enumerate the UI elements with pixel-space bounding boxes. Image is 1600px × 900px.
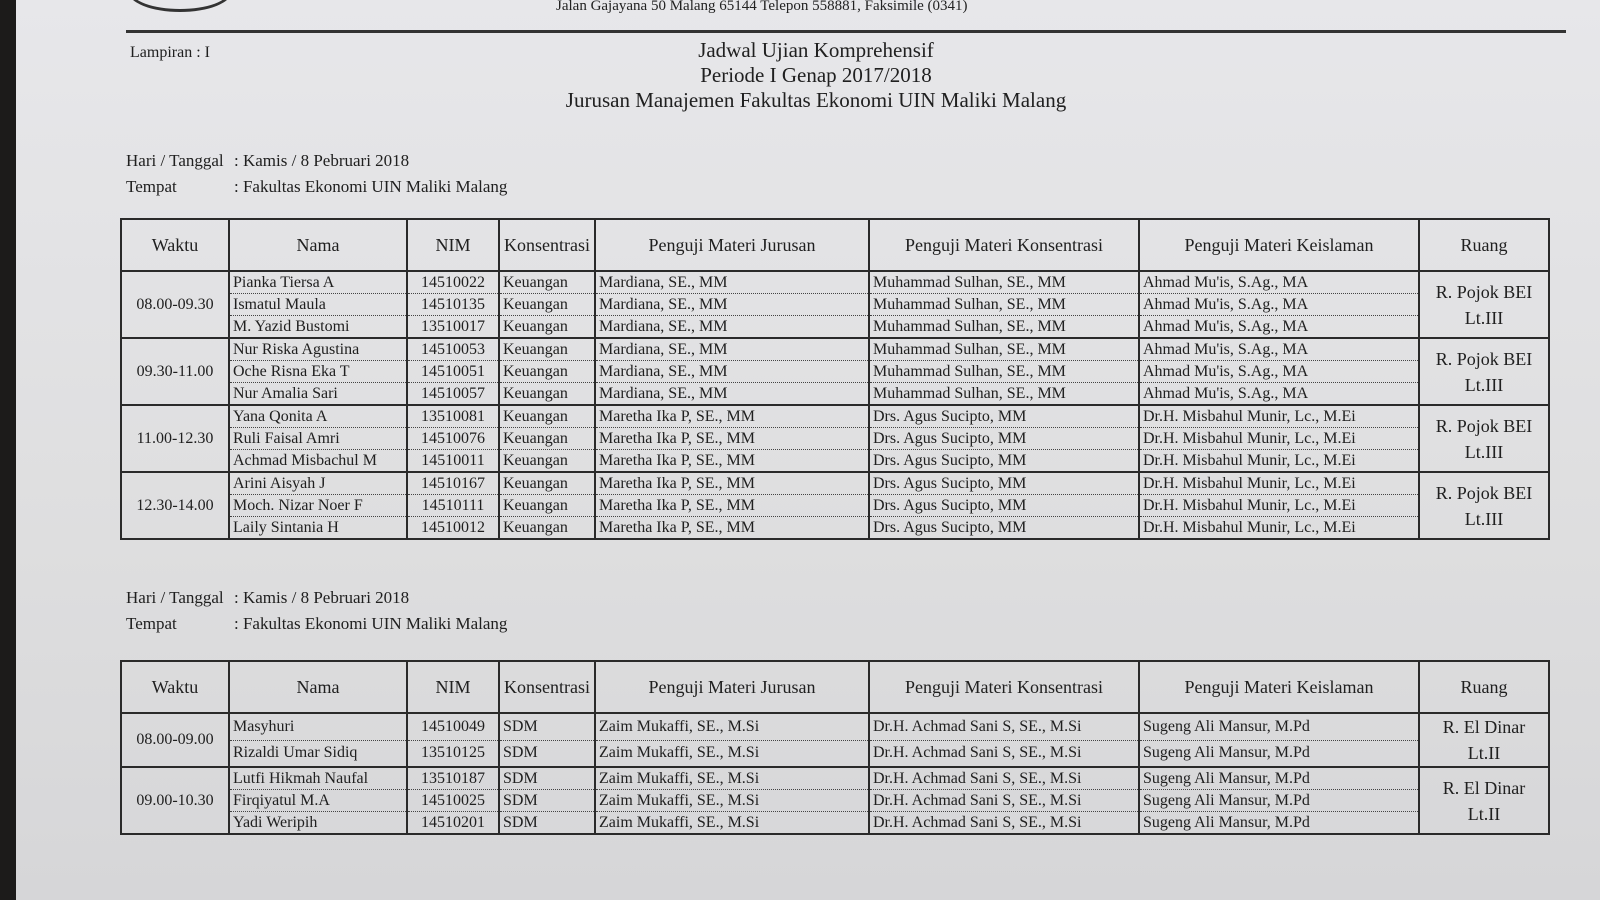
- examiner-konsentrasi: Dr.H. Achmad Sani S, SE., M.Si: [869, 790, 1139, 812]
- room-name: R. Pojok BEI: [1435, 482, 1533, 503]
- examiner-konsentrasi: Drs. Agus Sucipto, MM: [869, 472, 1139, 495]
- schedule-table-1: [120, 218, 1550, 540]
- concentration: SDM: [499, 740, 595, 767]
- col-ruang: Ruang: [1419, 661, 1549, 713]
- table-header-row: [121, 219, 1549, 271]
- examiner-konsentrasi: Drs. Agus Sucipto, MM: [869, 450, 1139, 473]
- col-waktu: Waktu: [121, 661, 229, 713]
- examiner-jurusan: Maretha Ika P, SE., MM: [595, 450, 869, 473]
- table-row: [121, 361, 1549, 383]
- examiner-jurusan: Mardiana, SE., MM: [595, 383, 869, 406]
- time-slot: 12.30-14.00: [121, 472, 229, 539]
- examiner-keislaman: Dr.H. Misbahul Munir, Lc., M.Ei: [1139, 517, 1419, 540]
- col-penguji-jurusan: Penguji Materi Jurusan: [595, 219, 869, 271]
- student-nim: 14510167: [407, 472, 499, 495]
- examiner-keislaman: Sugeng Ali Mansur, M.Pd: [1139, 790, 1419, 812]
- examiner-keislaman: Ahmad Mu'is, S.Ag., MA: [1139, 271, 1419, 294]
- university-logo: [128, 0, 232, 12]
- col-penguji-jurusan: Penguji Materi Jurusan: [595, 661, 869, 713]
- place-label: Tempat: [126, 614, 177, 633]
- examiner-keislaman: Ahmad Mu'is, S.Ag., MA: [1139, 294, 1419, 316]
- room-name: R. Pojok BEI: [1435, 281, 1533, 302]
- examiner-keislaman: Sugeng Ali Mansur, M.Pd: [1139, 740, 1419, 767]
- examiner-konsentrasi: Dr.H. Achmad Sani S, SE., M.Si: [869, 767, 1139, 790]
- examiner-jurusan: Maretha Ika P, SE., MM: [595, 428, 869, 450]
- examiner-jurusan: Zaim Mukaffi, SE., M.Si: [595, 713, 869, 740]
- examiner-keislaman: Ahmad Mu'is, S.Ag., MA: [1139, 316, 1419, 339]
- student-nim: 14510111: [407, 495, 499, 517]
- student-nim: 13510081: [407, 405, 499, 428]
- examiner-jurusan: Zaim Mukaffi, SE., M.Si: [595, 767, 869, 790]
- concentration: Keuangan: [499, 294, 595, 316]
- examiner-konsentrasi: Dr.H. Achmad Sani S, SE., M.Si: [869, 713, 1139, 740]
- time-slot: 09.30-11.00: [121, 338, 229, 405]
- examiner-keislaman: Sugeng Ali Mansur, M.Pd: [1139, 713, 1419, 740]
- col-konsentrasi: Konsentrasi: [499, 661, 595, 713]
- col-nim: NIM: [407, 219, 499, 271]
- student-name: Firqiyatul M.A: [229, 790, 407, 812]
- student-nim: 13510187: [407, 767, 499, 790]
- letterhead-rule: [126, 30, 1566, 33]
- examiner-jurusan: Mardiana, SE., MM: [595, 338, 869, 361]
- concentration: SDM: [499, 767, 595, 790]
- student-name: Laily Sintania H: [229, 517, 407, 540]
- examiner-keislaman: Dr.H. Misbahul Munir, Lc., M.Ei: [1139, 428, 1419, 450]
- examiner-jurusan: Zaim Mukaffi, SE., M.Si: [595, 812, 869, 835]
- concentration: Keuangan: [499, 428, 595, 450]
- student-name: Achmad Misbachul M: [229, 450, 407, 473]
- col-waktu: Waktu: [121, 219, 229, 271]
- examiner-keislaman: Ahmad Mu'is, S.Ag., MA: [1139, 361, 1419, 383]
- concentration: Keuangan: [499, 361, 595, 383]
- examiner-jurusan: Mardiana, SE., MM: [595, 316, 869, 339]
- table-row: [121, 812, 1549, 835]
- col-nama: Nama: [229, 219, 407, 271]
- examiner-konsentrasi: Dr.H. Achmad Sani S, SE., M.Si: [869, 812, 1139, 835]
- letterhead: [16, 0, 1600, 22]
- col-penguji-konsentrasi: Penguji Materi Konsentrasi: [869, 661, 1139, 713]
- concentration: Keuangan: [499, 316, 595, 339]
- concentration: SDM: [499, 713, 595, 740]
- examiner-keislaman: Ahmad Mu'is, S.Ag., MA: [1139, 383, 1419, 406]
- examiner-keislaman: Sugeng Ali Mansur, M.Pd: [1139, 767, 1419, 790]
- examiner-konsentrasi: Dr.H. Achmad Sani S, SE., M.Si: [869, 740, 1139, 767]
- examiner-keislaman: Dr.H. Misbahul Munir, Lc., M.Ei: [1139, 405, 1419, 428]
- col-penguji-keislaman: Penguji Materi Keislaman: [1139, 219, 1419, 271]
- document-page: [16, 0, 1600, 900]
- table-row: [121, 294, 1549, 316]
- examiner-konsentrasi: Muhammad Sulhan, SE., MM: [869, 338, 1139, 361]
- examiner-keislaman: Sugeng Ali Mansur, M.Pd: [1139, 812, 1419, 835]
- examiner-konsentrasi: Muhammad Sulhan, SE., MM: [869, 361, 1139, 383]
- examiner-jurusan: Maretha Ika P, SE., MM: [595, 405, 869, 428]
- student-name: Moch. Nizar Noer F: [229, 495, 407, 517]
- table-row: [121, 740, 1549, 767]
- col-penguji-keislaman: Penguji Materi Keislaman: [1139, 661, 1419, 713]
- room-floor: Lt.III: [1464, 307, 1504, 328]
- examiner-jurusan: Mardiana, SE., MM: [595, 361, 869, 383]
- examiner-konsentrasi: Drs. Agus Sucipto, MM: [869, 405, 1139, 428]
- student-nim: 14510201: [407, 812, 499, 835]
- place-value: : Fakultas Ekonomi UIN Maliki Malang: [234, 177, 508, 196]
- title-line-1: Jadwal Ujian Komprehensif: [698, 38, 934, 62]
- table-row: [121, 405, 1549, 428]
- concentration: Keuangan: [499, 472, 595, 495]
- table-row: [121, 383, 1549, 406]
- student-name: Nur Riska Agustina: [229, 338, 407, 361]
- table-header-row: [121, 661, 1549, 713]
- examiner-jurusan: Mardiana, SE., MM: [595, 294, 869, 316]
- concentration: SDM: [499, 790, 595, 812]
- examiner-jurusan: Zaim Mukaffi, SE., M.Si: [595, 790, 869, 812]
- examiner-konsentrasi: Muhammad Sulhan, SE., MM: [869, 383, 1139, 406]
- student-nim: 14510051: [407, 361, 499, 383]
- room-floor: Lt.III: [1464, 508, 1504, 529]
- attachment-label: Lampiran : I: [130, 44, 210, 61]
- examiner-konsentrasi: Muhammad Sulhan, SE., MM: [869, 294, 1139, 316]
- table-row: [121, 790, 1549, 812]
- table-row: [121, 713, 1549, 740]
- time-slot: 11.00-12.30: [121, 405, 229, 472]
- student-name: Arini Aisyah J: [229, 472, 407, 495]
- student-name: Masyhuri: [229, 713, 407, 740]
- concentration: SDM: [499, 812, 595, 835]
- col-nama: Nama: [229, 661, 407, 713]
- time-slot: 09.00-10.30: [121, 767, 229, 834]
- table-row: [121, 338, 1549, 361]
- student-nim: 13510125: [407, 740, 499, 767]
- student-name: Ismatul Maula: [229, 294, 407, 316]
- examiner-konsentrasi: Drs. Agus Sucipto, MM: [869, 517, 1139, 540]
- col-nim: NIM: [407, 661, 499, 713]
- student-name: Rizaldi Umar Sidiq: [229, 740, 407, 767]
- concentration: Keuangan: [499, 495, 595, 517]
- concentration: Keuangan: [499, 383, 595, 406]
- col-ruang: Ruang: [1419, 219, 1549, 271]
- examiner-konsentrasi: Muhammad Sulhan, SE., MM: [869, 271, 1139, 294]
- table-row: [121, 767, 1549, 790]
- student-name: Nur Amalia Sari: [229, 383, 407, 406]
- student-name: Oche Risna Eka T: [229, 361, 407, 383]
- examiner-jurusan: Mardiana, SE., MM: [595, 271, 869, 294]
- student-nim: 14510022: [407, 271, 499, 294]
- table-row: [121, 472, 1549, 495]
- day-date-label: Hari / Tanggal: [126, 588, 224, 607]
- schedule-body-2: [121, 713, 1549, 834]
- student-nim: 14510057: [407, 383, 499, 406]
- concentration: Keuangan: [499, 338, 595, 361]
- student-nim: 14510025: [407, 790, 499, 812]
- examiner-keislaman: Ahmad Mu'is, S.Ag., MA: [1139, 338, 1419, 361]
- student-name: Pianka Tiersa A: [229, 271, 407, 294]
- student-nim: 13510017: [407, 316, 499, 339]
- room-name: R. Pojok BEI: [1435, 415, 1533, 436]
- examiner-jurusan: Maretha Ika P, SE., MM: [595, 472, 869, 495]
- section2-meta: [126, 585, 507, 637]
- title-line-3: Jurusan Manajemen Fakultas Ekonomi UIN Maliki Malang: [565, 88, 1067, 112]
- examiner-jurusan: Maretha Ika P, SE., MM: [595, 517, 869, 540]
- table-row: [121, 271, 1549, 294]
- room-name: R. El Dinar: [1442, 777, 1526, 798]
- room-floor: Lt.II: [1467, 803, 1501, 824]
- document-title: [486, 38, 1146, 113]
- room: [1419, 472, 1549, 539]
- time-slot: 08.00-09.00: [121, 713, 229, 767]
- student-name: Lutfi Hikmah Naufal: [229, 767, 407, 790]
- examiner-jurusan: Maretha Ika P, SE., MM: [595, 495, 869, 517]
- schedule-table-2: [120, 660, 1550, 835]
- student-name: Ruli Faisal Amri: [229, 428, 407, 450]
- student-nim: 14510012: [407, 517, 499, 540]
- table-row: [121, 428, 1549, 450]
- room-floor: Lt.III: [1464, 374, 1504, 395]
- student-nim: 14510053: [407, 338, 499, 361]
- room-floor: Lt.III: [1464, 441, 1504, 462]
- room: [1419, 271, 1549, 338]
- student-name: M. Yazid Bustomi: [229, 316, 407, 339]
- examiner-keislaman: Dr.H. Misbahul Munir, Lc., M.Ei: [1139, 495, 1419, 517]
- examiner-keislaman: Dr.H. Misbahul Munir, Lc., M.Ei: [1139, 472, 1419, 495]
- table-row: [121, 316, 1549, 339]
- student-name: Yadi Weripih: [229, 812, 407, 835]
- concentration: Keuangan: [499, 450, 595, 473]
- room: [1419, 405, 1549, 472]
- time-slot: 08.00-09.30: [121, 271, 229, 338]
- concentration: Keuangan: [499, 271, 595, 294]
- student-nim: 14510011: [407, 450, 499, 473]
- table-row: [121, 450, 1549, 473]
- concentration: Keuangan: [499, 517, 595, 540]
- day-date-label: Hari / Tanggal: [126, 151, 224, 170]
- col-konsentrasi: Konsentrasi: [499, 219, 595, 271]
- examiner-konsentrasi: Drs. Agus Sucipto, MM: [869, 495, 1139, 517]
- day-date-value: : Kamis / 8 Pebruari 2018: [234, 151, 410, 170]
- section1-meta: [126, 148, 507, 200]
- examiner-keislaman: Dr.H. Misbahul Munir, Lc., M.Ei: [1139, 450, 1419, 473]
- room: [1419, 338, 1549, 405]
- room-name: R. El Dinar: [1442, 717, 1526, 737]
- col-penguji-konsentrasi: Penguji Materi Konsentrasi: [869, 219, 1139, 271]
- student-nim: 14510049: [407, 713, 499, 740]
- room: [1419, 713, 1549, 767]
- letterhead-address: Jalan Gajayana 50 Malang 65144 Telepon 558881, Faksimile (0341): [556, 0, 968, 14]
- student-nim: 14510076: [407, 428, 499, 450]
- room: [1419, 767, 1549, 834]
- examiner-jurusan: Zaim Mukaffi, SE., M.Si: [595, 740, 869, 767]
- place-label: Tempat: [126, 177, 177, 196]
- room-floor: Lt.II: [1467, 743, 1501, 763]
- table-row: [121, 517, 1549, 540]
- place-value: : Fakultas Ekonomi UIN Maliki Malang: [234, 614, 508, 633]
- student-name: Yana Qonita A: [229, 405, 407, 428]
- table-row: [121, 495, 1549, 517]
- concentration: Keuangan: [499, 405, 595, 428]
- schedule-body-1: [121, 271, 1549, 539]
- day-date-value: : Kamis / 8 Pebruari 2018: [234, 588, 410, 607]
- title-line-2: Periode I Genap 2017/2018: [700, 63, 932, 87]
- student-nim: 14510135: [407, 294, 499, 316]
- examiner-konsentrasi: Muhammad Sulhan, SE., MM: [869, 316, 1139, 339]
- examiner-konsentrasi: Drs. Agus Sucipto, MM: [869, 428, 1139, 450]
- room-name: R. Pojok BEI: [1435, 348, 1533, 369]
